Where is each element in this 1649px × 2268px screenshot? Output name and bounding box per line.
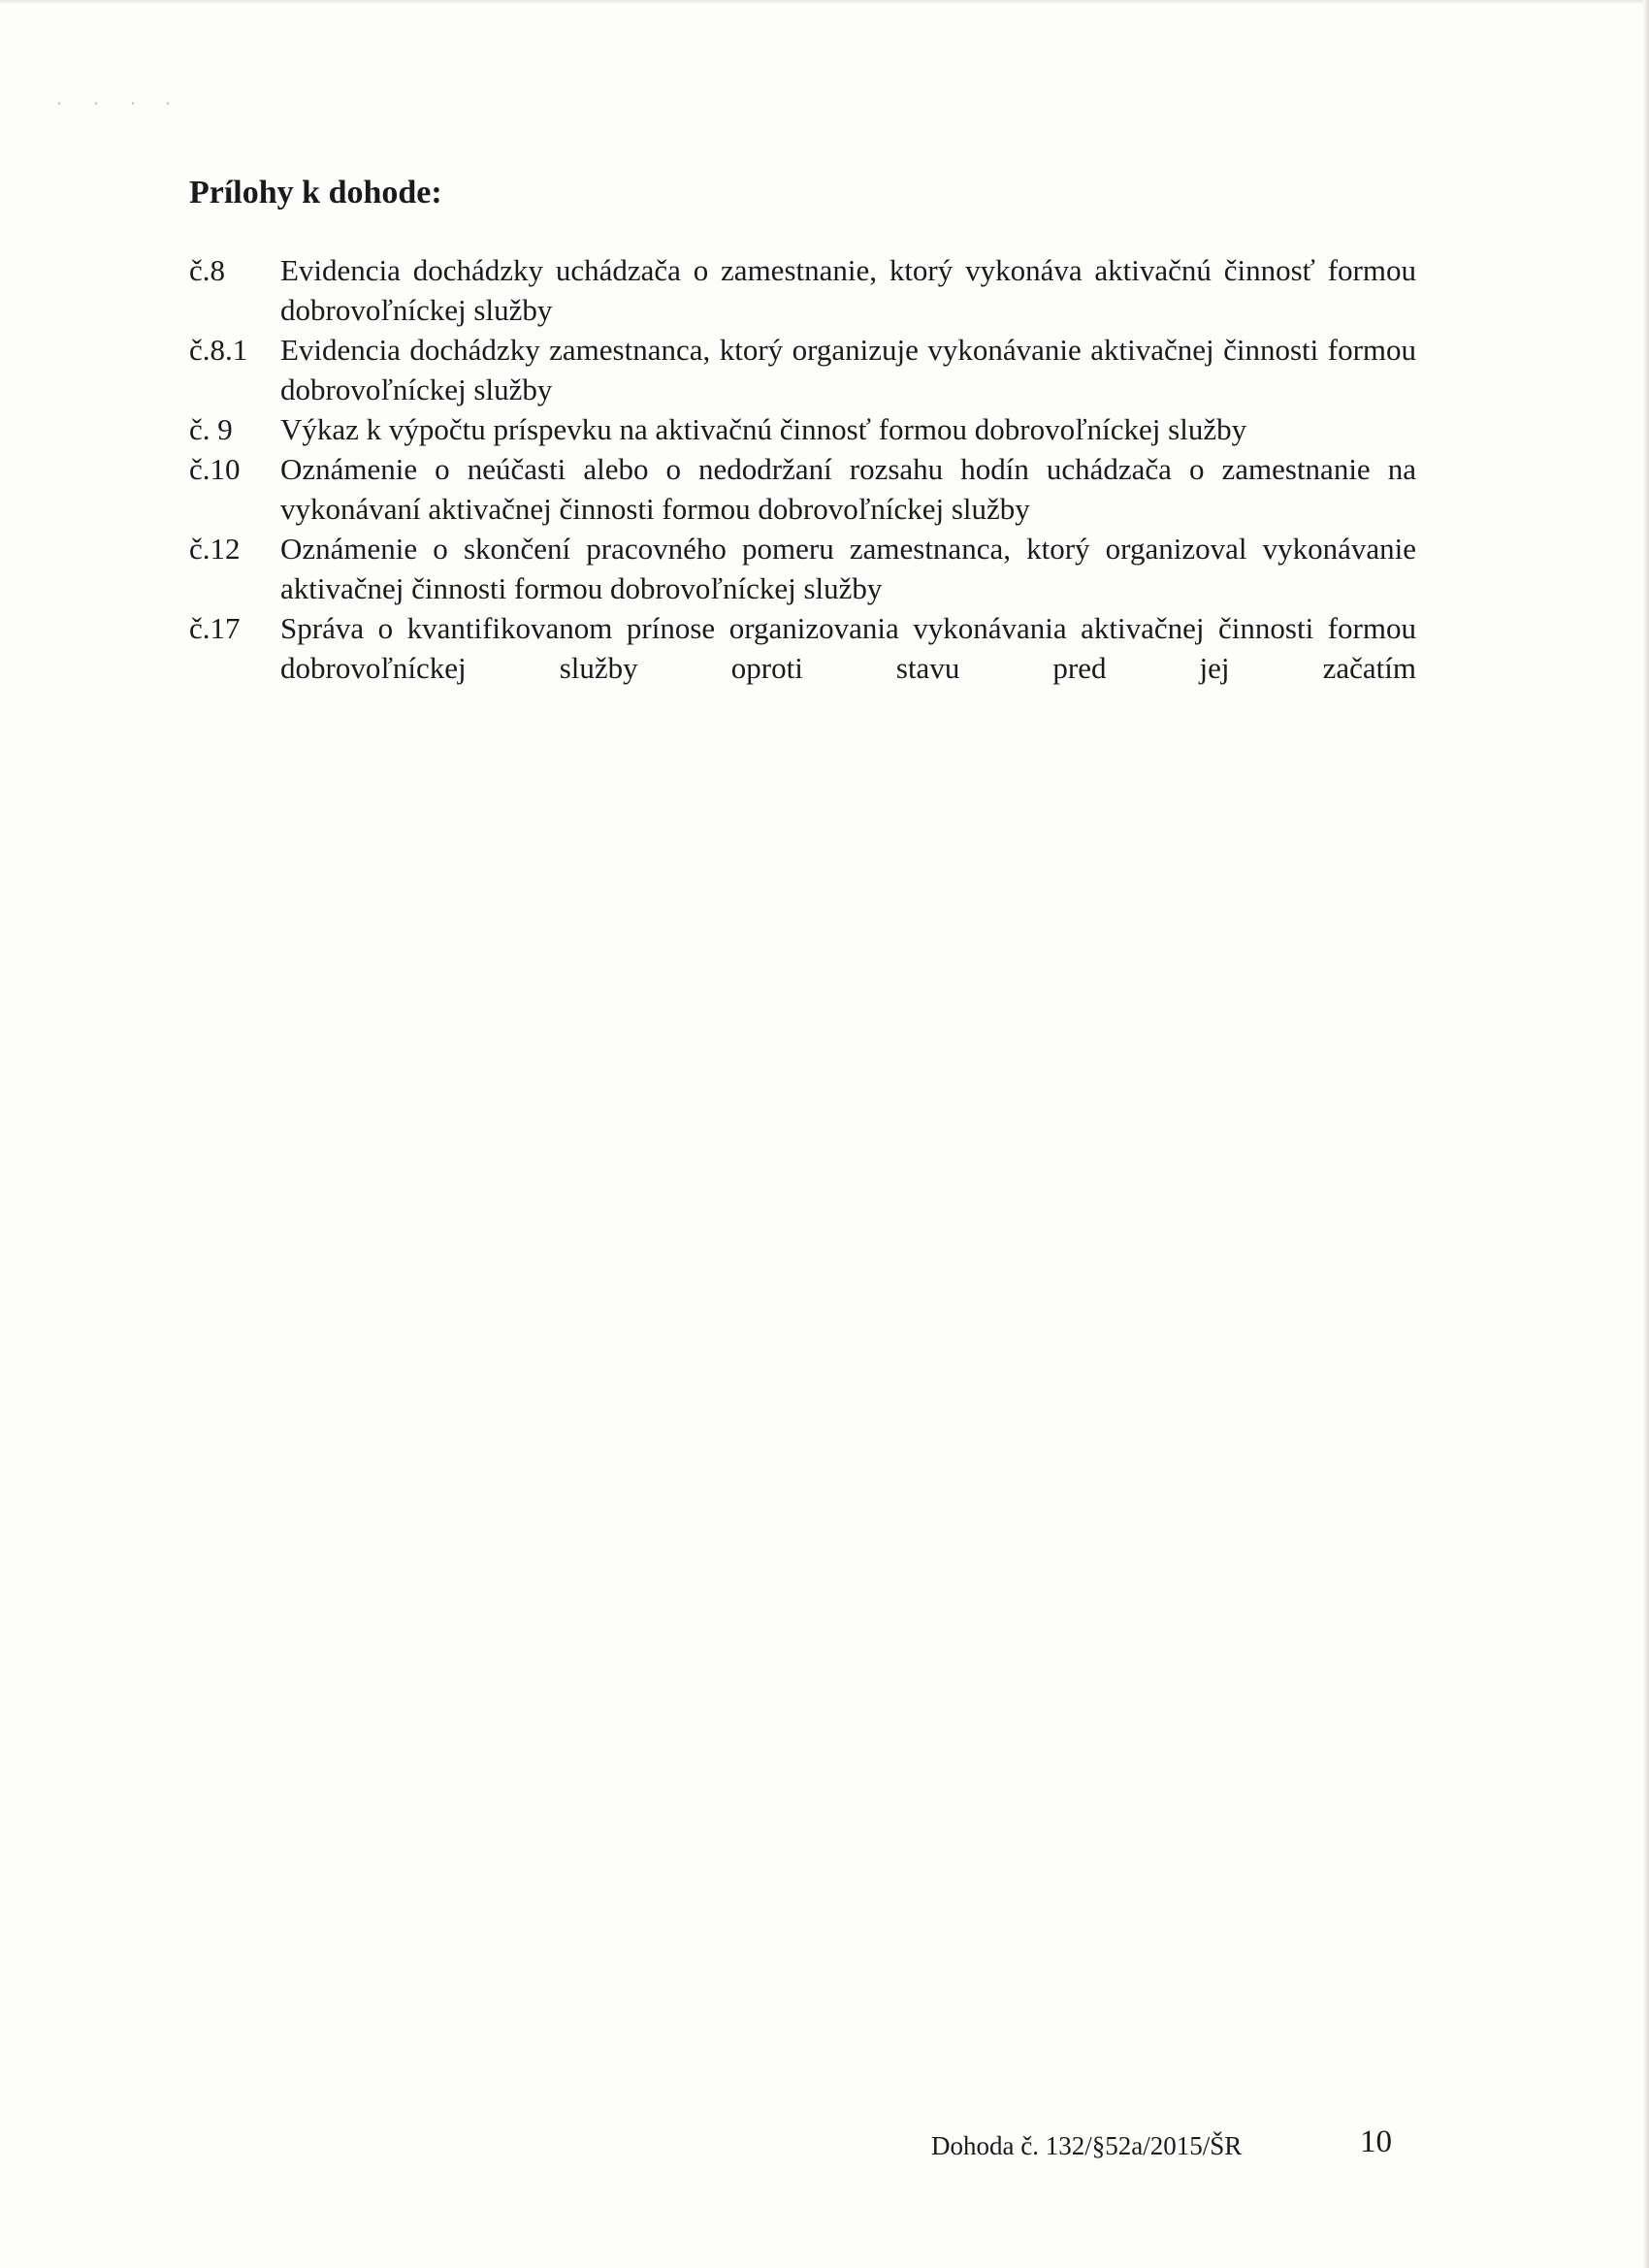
page-number: 10 xyxy=(1360,2124,1392,2159)
item-text: Oznámenie o neúčasti alebo o nedodržaní rozsahu hodín uchádzača o zamestnanie na vykonávaní aktivačnej činnosti formou dobrovoľníckej služby xyxy=(280,452,1416,526)
item-number: č.12 xyxy=(189,532,241,566)
item-number: č.8 xyxy=(189,253,226,287)
list-item xyxy=(189,330,1416,409)
item-text: Správa o kvantifikovanom prínose organizovania vykonávania aktivačnej činnosti formou dobrovoľníckej služby oproti stavu pred jej začatím xyxy=(280,611,1416,685)
scan-artifact xyxy=(58,102,175,112)
page-heading: Prílohy k dohode: xyxy=(189,175,442,211)
item-text: Výkaz k výpočtu príspevku na aktivačnú činnosť formou dobrovoľníckej služby xyxy=(280,412,1247,446)
list-item xyxy=(189,250,1416,330)
attachment-list xyxy=(189,250,1416,688)
item-number: č. 9 xyxy=(189,412,233,446)
item-number: č.17 xyxy=(189,611,241,645)
item-text: Evidencia dochádzky zamestnanca, ktorý organizuje vykonávanie aktivačnej činnosti formou dobrovoľníckej služby xyxy=(280,333,1416,406)
item-text: Oznámenie o skončení pracovného pomeru zamestnanca, ktorý organizoval vykonávanie aktivačnej činnosti formou dobrovoľníckej služby xyxy=(280,532,1416,605)
list-item xyxy=(189,409,1416,449)
list-item xyxy=(189,529,1416,608)
list-item xyxy=(189,449,1416,529)
item-text: Evidencia dochádzky uchádzača o zamestnanie, ktorý vykonáva aktivačnú činnosť formou dobrovoľníckej služby xyxy=(280,253,1416,327)
page-edge-right xyxy=(1643,0,1649,2268)
item-number: č.10 xyxy=(189,452,241,486)
agreement-reference: Dohoda č. 132/§52a/2015/ŠR xyxy=(931,2131,1243,2160)
list-item xyxy=(189,608,1416,688)
page-edge-top xyxy=(0,0,1649,4)
item-number: č.8.1 xyxy=(189,333,248,367)
